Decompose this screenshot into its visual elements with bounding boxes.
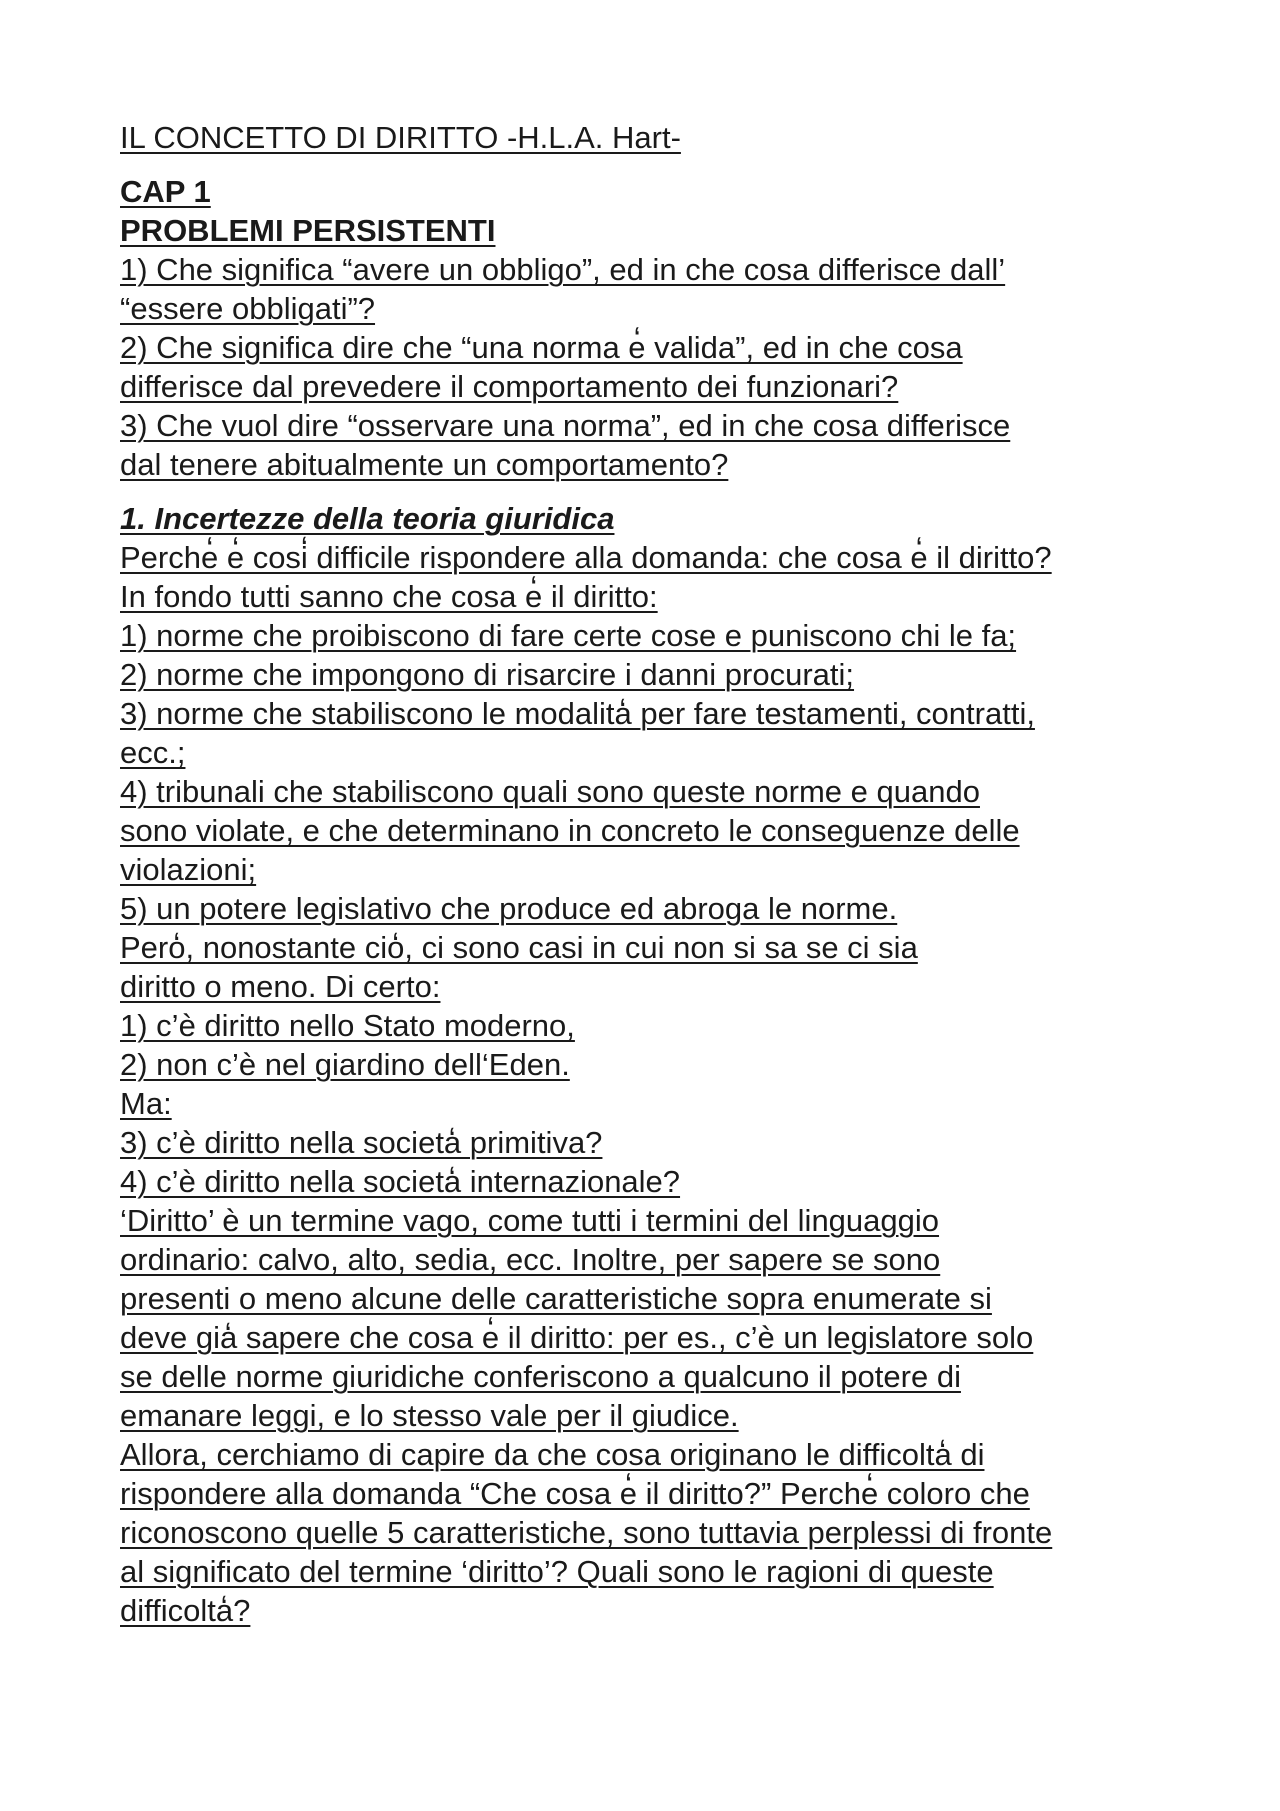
body-line: ecc.; [120, 735, 186, 770]
body-line: Allora, cerchiamo di capire da che cosa originano le difficolta̒ di [120, 1437, 985, 1472]
chapter-number: CAP 1 [120, 174, 211, 209]
chapter-title: PROBLEMI PERSISTENTI [120, 213, 496, 248]
body-line: violazioni; [120, 852, 257, 887]
body-line: deve gia̒ sapere che cosa e̒ il diritto: per es., c’è un legislatore solo [120, 1320, 1034, 1355]
question-line: “essere obbligati”? [120, 291, 376, 326]
question-line: 1) Che significa “avere un obbligo”, ed in che cosa differisce dall’ [120, 252, 1006, 287]
body-line: Perche̒ e̒ cosi̒ difficile rispondere alla domanda: che cosa e̒ il diritto? [120, 540, 1052, 575]
body-line: emanare leggi, e lo stesso vale per il giudice. [120, 1398, 739, 1433]
body-line: 1) c’è diritto nello Stato moderno, [120, 1008, 575, 1043]
body-line: diritto o meno. Di certo: [120, 969, 441, 1004]
body-line: 2) non c’è nel giardino dell‘Eden. [120, 1047, 570, 1082]
document-page [120, 118, 1190, 1630]
section-heading: 1. Incertezze della teoria giuridica [120, 501, 615, 536]
document-title: IL CONCETTO DI DIRITTO -H.L.A. Hart- [120, 120, 681, 155]
question-line: 2) Che significa dire che “una norma e̒ valida”, ed in che cosa [120, 330, 963, 365]
body-line: se delle norme giuridiche conferiscono a qualcuno il potere di [120, 1359, 961, 1394]
question-line: differisce dal prevedere il comportamento dei funzionari? [120, 369, 899, 404]
body-line: al significato del termine ‘diritto’? Quali sono le ragioni di queste [120, 1554, 994, 1589]
body-line: ordinario: calvo, alto, sedia, ecc. Inoltre, per sapere se sono [120, 1242, 941, 1277]
body-text [120, 538, 1190, 1630]
questions-block [120, 250, 1190, 484]
body-line: 4) tribunali che stabiliscono quali sono queste norme e quando [120, 774, 980, 809]
body-line: rispondere alla domanda “Che cosa e̒ il diritto?” Perche̒ coloro che [120, 1476, 1030, 1511]
body-line: Pero̒, nonostante cio̒, ci sono casi in cui non si sa se ci sia [120, 930, 918, 965]
body-line: sono violate, e che determinano in concreto le conseguenze delle [120, 813, 1020, 848]
body-line: ‘Diritto’ è un termine vago, come tutti i termini del linguaggio [120, 1203, 940, 1238]
body-line: presenti o meno alcune delle caratteristiche sopra enumerate si [120, 1281, 992, 1316]
body-line: 2) norme che impongono di risarcire i danni procurati; [120, 657, 855, 692]
body-line: 1) norme che proibiscono di fare certe cose e puniscono chi le fa; [120, 618, 1017, 653]
body-line: In fondo tutti sanno che cosa e̒ il diritto: [120, 579, 658, 614]
question-line: dal tenere abitualmente un comportamento? [120, 447, 729, 482]
body-line: 3) norme che stabiliscono le modalita̒ per fare testamenti, contratti, [120, 696, 1035, 731]
body-line: difficolta̒? [120, 1593, 251, 1628]
body-line: 3) c’è diritto nella societa̒ primitiva? [120, 1125, 603, 1160]
question-line: 3) Che vuol dire “osservare una norma”, ed in che cosa differisce [120, 408, 1011, 443]
body-line: 5) un potere legislativo che produce ed abroga le norme. [120, 891, 898, 926]
body-line: 4) c’è diritto nella societa̒ internazionale? [120, 1164, 681, 1199]
body-line: riconoscono quelle 5 caratteristiche, sono tuttavia perplessi di fronte [120, 1515, 1053, 1550]
body-line: Ma: [120, 1086, 172, 1121]
